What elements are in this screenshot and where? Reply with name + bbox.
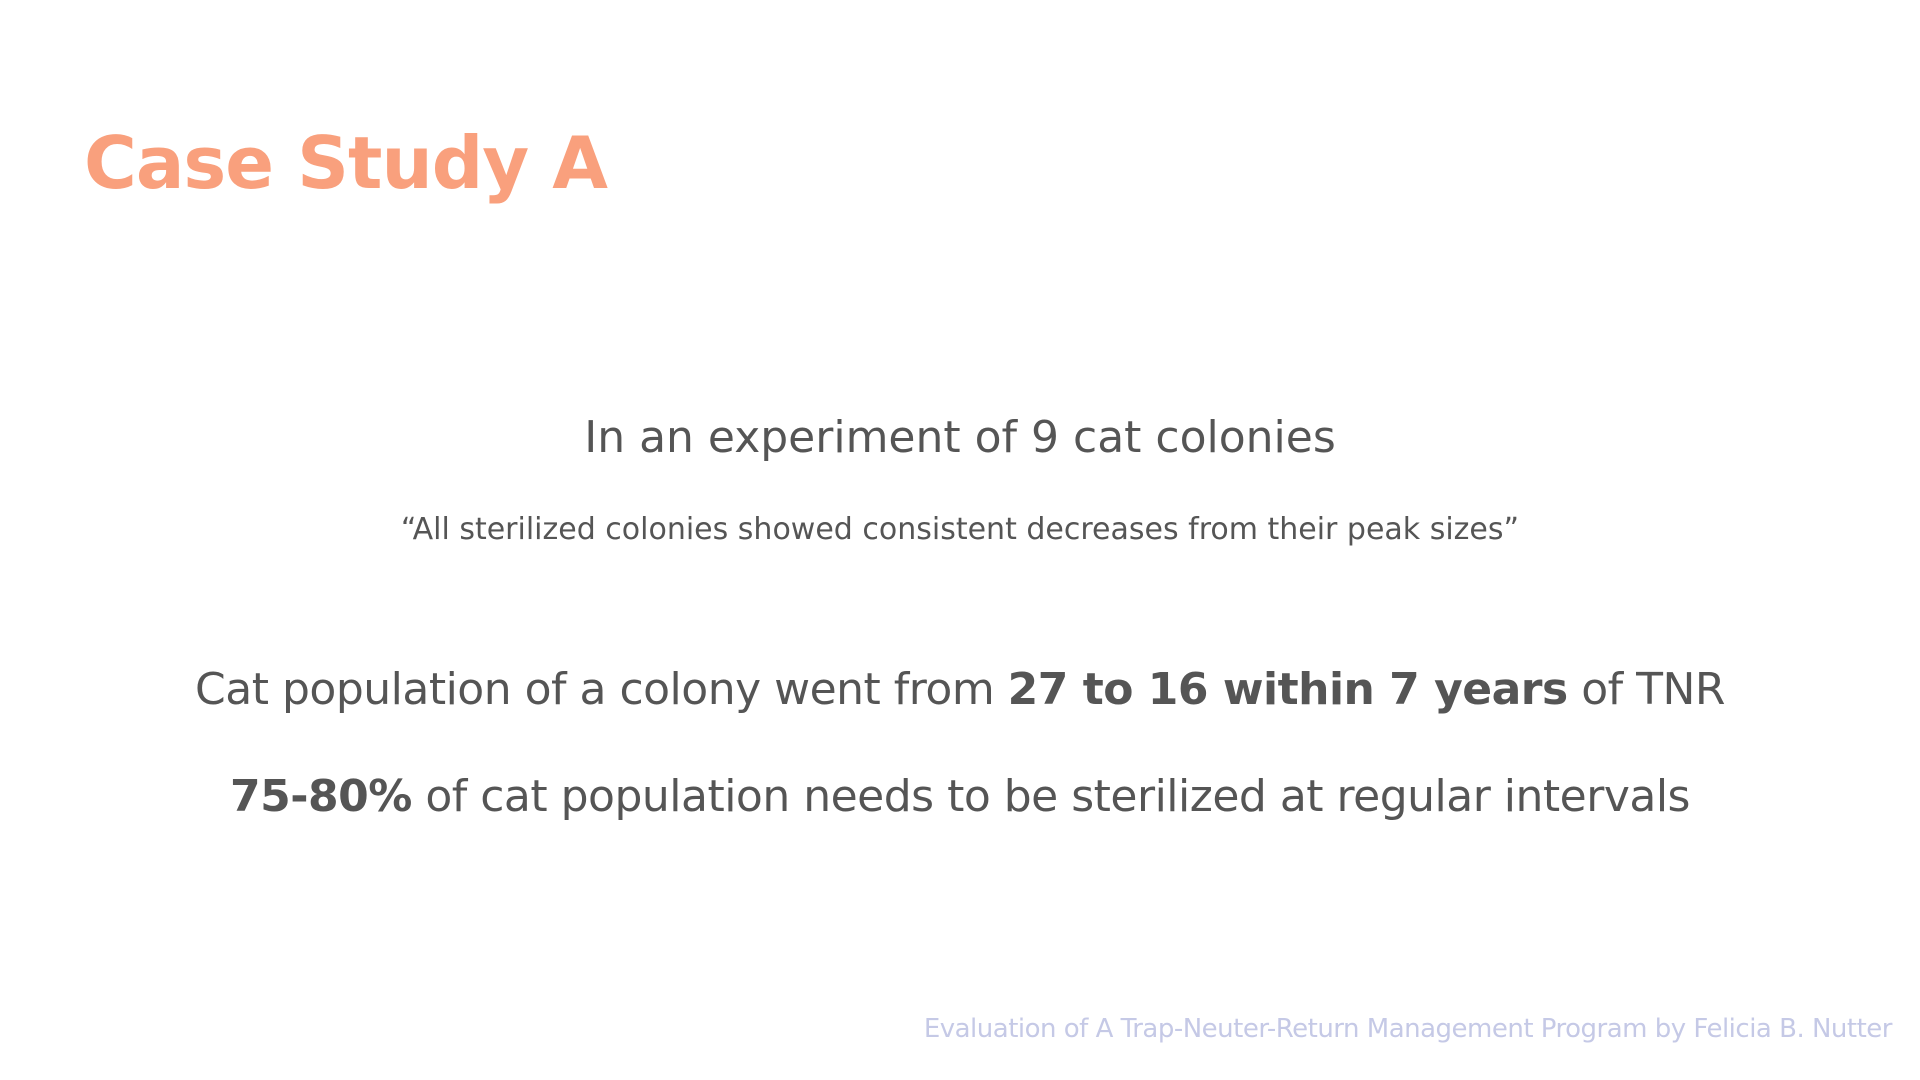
- stat-population-change-highlight: 27 to 16 within 7 years: [1007, 664, 1568, 715]
- stat-sterilization-rate-suffix: of cat population needs to be sterilized at regular intervals: [411, 771, 1690, 822]
- stat-population-change-prefix: Cat population of a colony went from: [195, 664, 1008, 715]
- quote-text: “All sterilized colonies showed consistent decreases from their peak sizes”: [400, 512, 1520, 547]
- source-citation: Evaluation of A Trap-Neuter-Return Management Program by Felicia B. Nutter: [923, 1014, 1892, 1044]
- stat-population-change-suffix: of TNR: [1567, 664, 1725, 715]
- slide-title: Case Study A: [84, 121, 607, 205]
- intro-text: In an experiment of 9 cat colonies: [584, 412, 1336, 463]
- stat-population-change: [0, 660, 1920, 720]
- stat-sterilization-rate-highlight: 75-80%: [230, 771, 412, 822]
- stat-sterilization-rate: [0, 767, 1920, 827]
